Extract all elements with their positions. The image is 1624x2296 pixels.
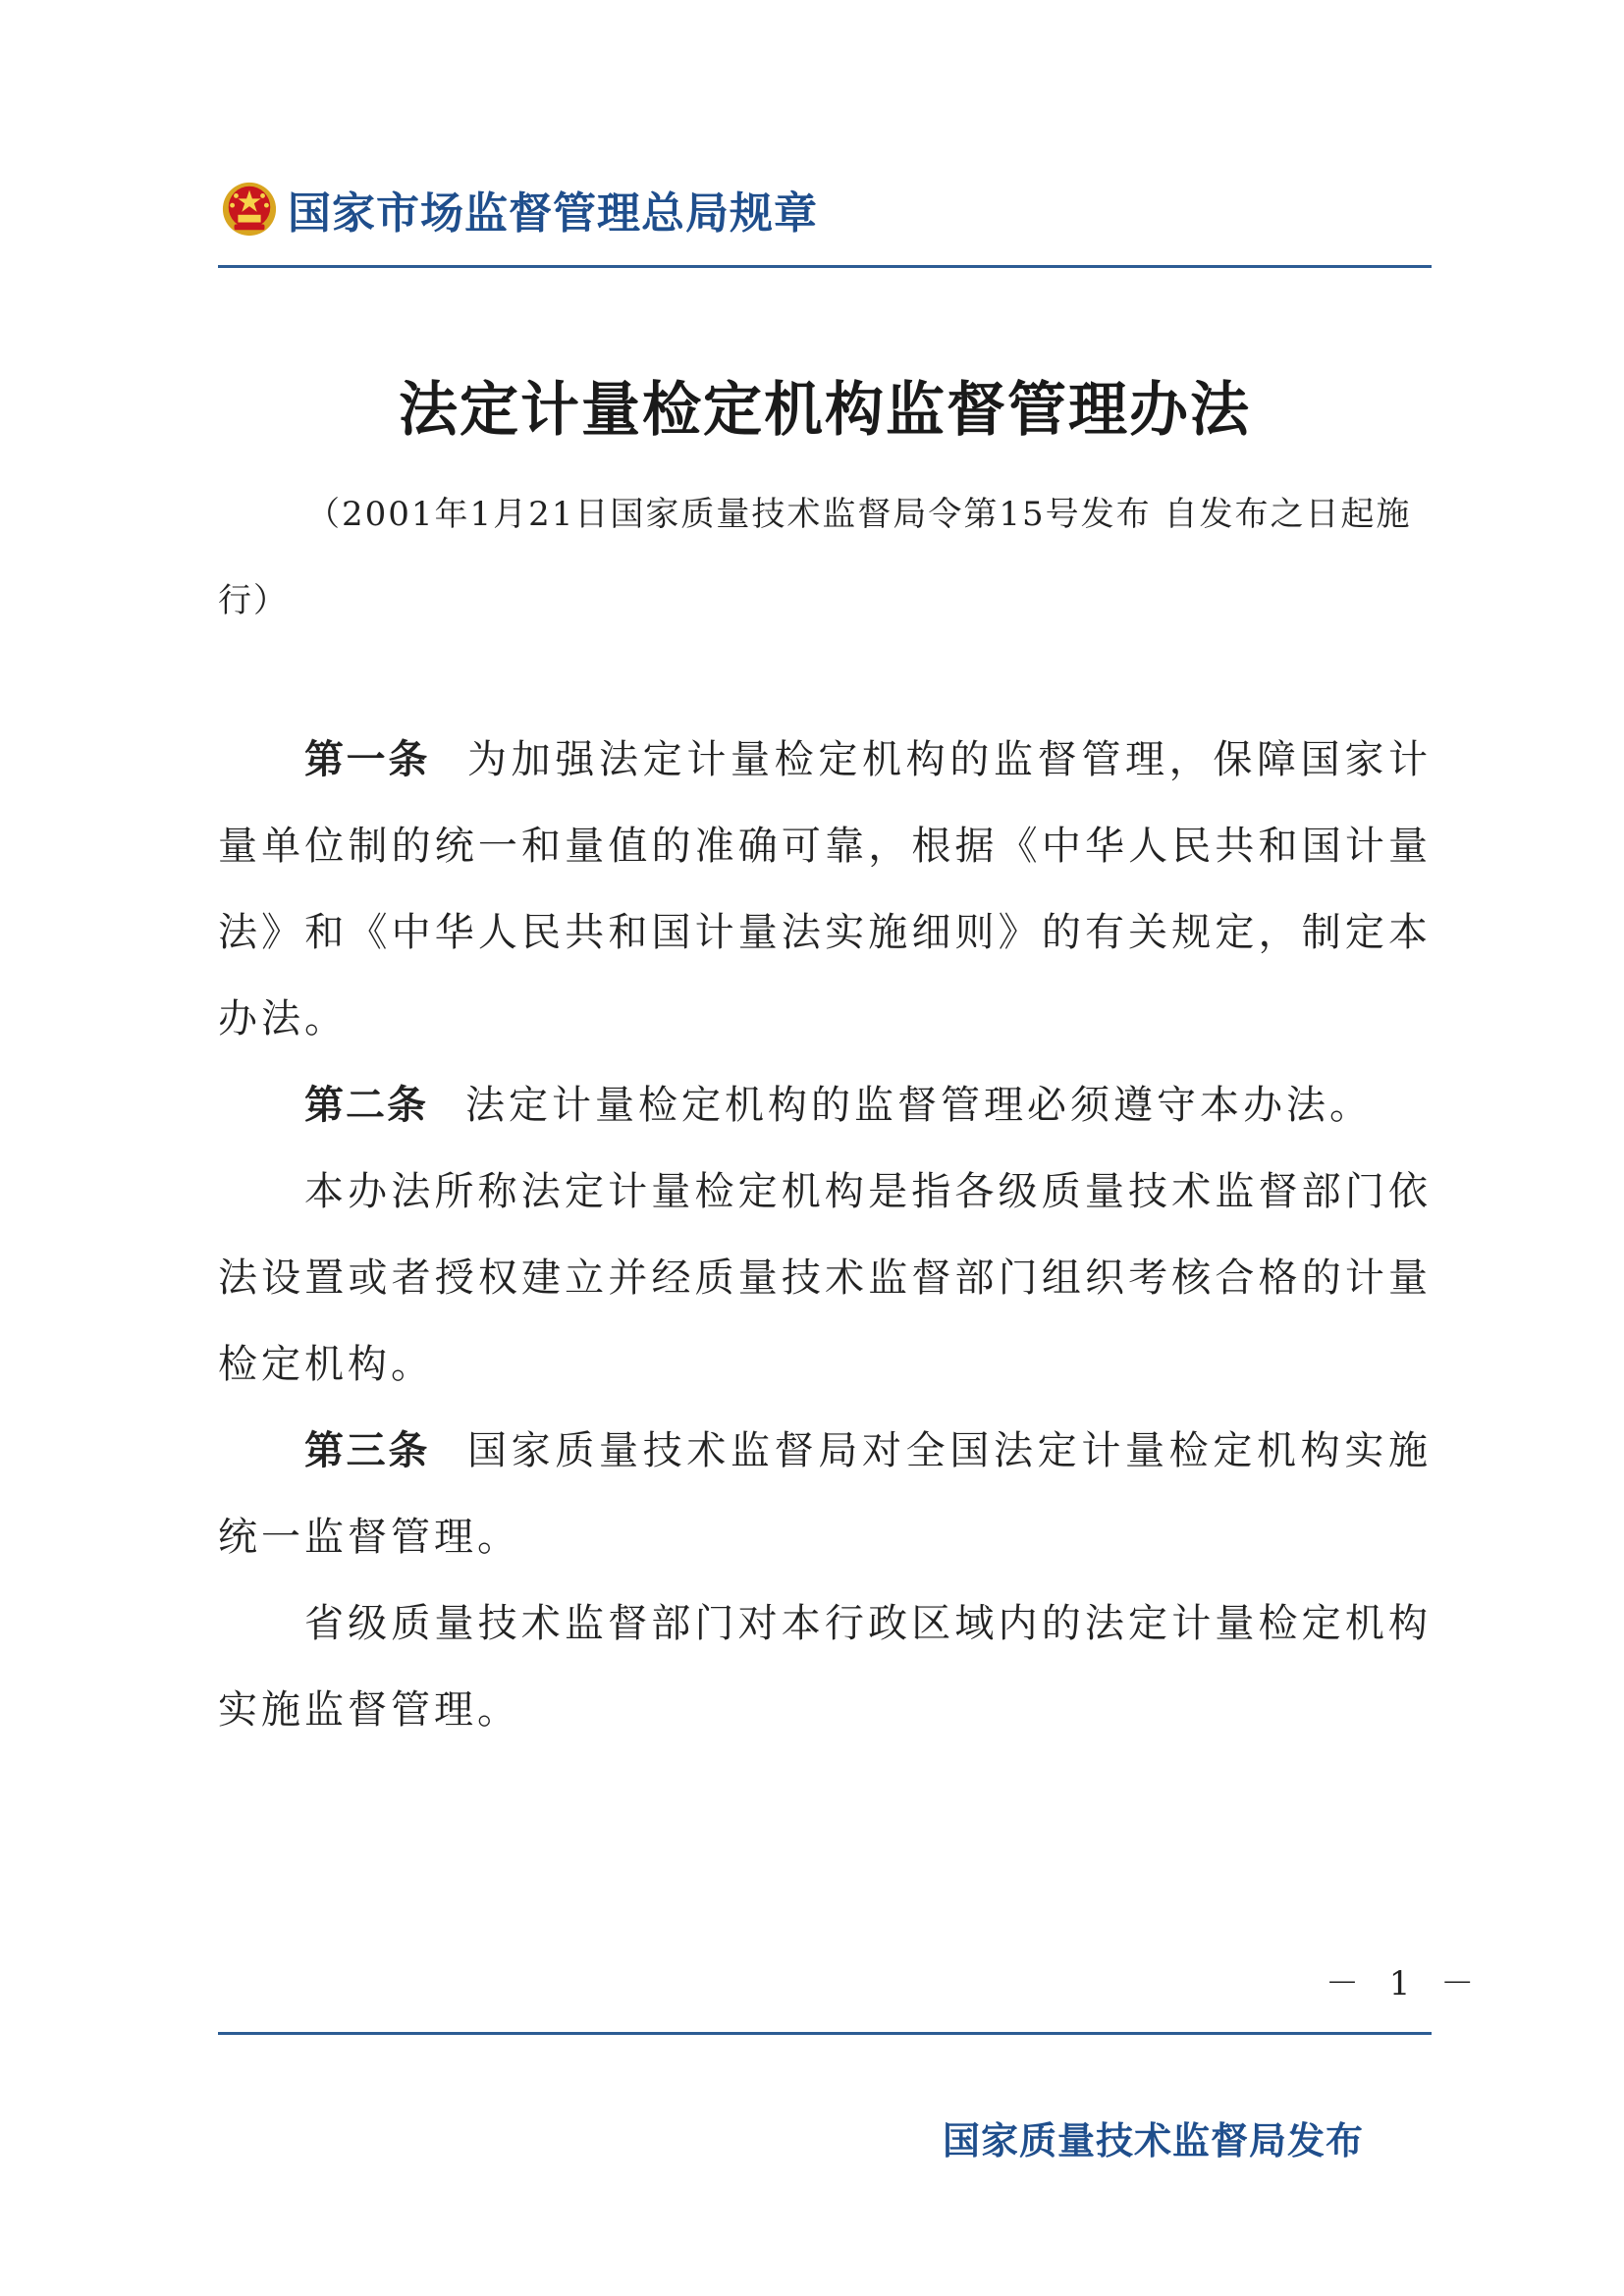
article-number: 第一条 bbox=[304, 737, 430, 782]
paragraph-text: 法定计量检定机构的监督管理必须遵守本办法。 bbox=[465, 1083, 1373, 1128]
publisher-footer: 国家质量技术监督局发布 bbox=[943, 2119, 1365, 2163]
article-number: 第三条 bbox=[304, 1428, 430, 1473]
paragraph bbox=[218, 1408, 1432, 1580]
paragraph-text: 本办法所称法定计量检定机构是指各级质量技术监督部门依法设置或者授权建立并经质量技术监督部门组织考核合格的计量检定机构。 bbox=[218, 1169, 1432, 1387]
header-title: 国家市场监督管理总局规章 bbox=[288, 188, 818, 239]
footer-divider bbox=[218, 2032, 1432, 2035]
document-body bbox=[218, 717, 1432, 1753]
paragraph-text: 国家质量技术监督局对全国法定计量检定机构实施统一监督管理。 bbox=[218, 1428, 1432, 1560]
national-emblem-icon bbox=[221, 181, 278, 238]
paragraph bbox=[218, 1580, 1432, 1753]
paragraph-text: 省级质量技术监督部门对本行政区域内的法定计量检定机构实施监督管理。 bbox=[218, 1601, 1432, 1733]
document-subtitle: （2001年1月21日国家质量技术监督局令第15号发布 自发布之日起施行） bbox=[218, 495, 1412, 620]
header-divider bbox=[218, 265, 1432, 268]
document-header bbox=[221, 175, 818, 243]
paragraph bbox=[218, 1148, 1432, 1408]
page-number: － 1 － bbox=[1326, 1964, 1485, 2003]
paragraph bbox=[218, 717, 1432, 1062]
paragraph bbox=[218, 1062, 1432, 1148]
article-number: 第二条 bbox=[304, 1083, 428, 1128]
document-title: 法定计量检定机构监督管理办法 bbox=[399, 376, 1251, 445]
paragraph-text: 为加强法定计量检定机构的监督管理，保障国家计量单位制的统一和量值的准确可靠，根据《中华人民共和国计量法》和《中华人民共和国计量法实施细则》的有关规定，制定本办法。 bbox=[218, 737, 1432, 1041]
